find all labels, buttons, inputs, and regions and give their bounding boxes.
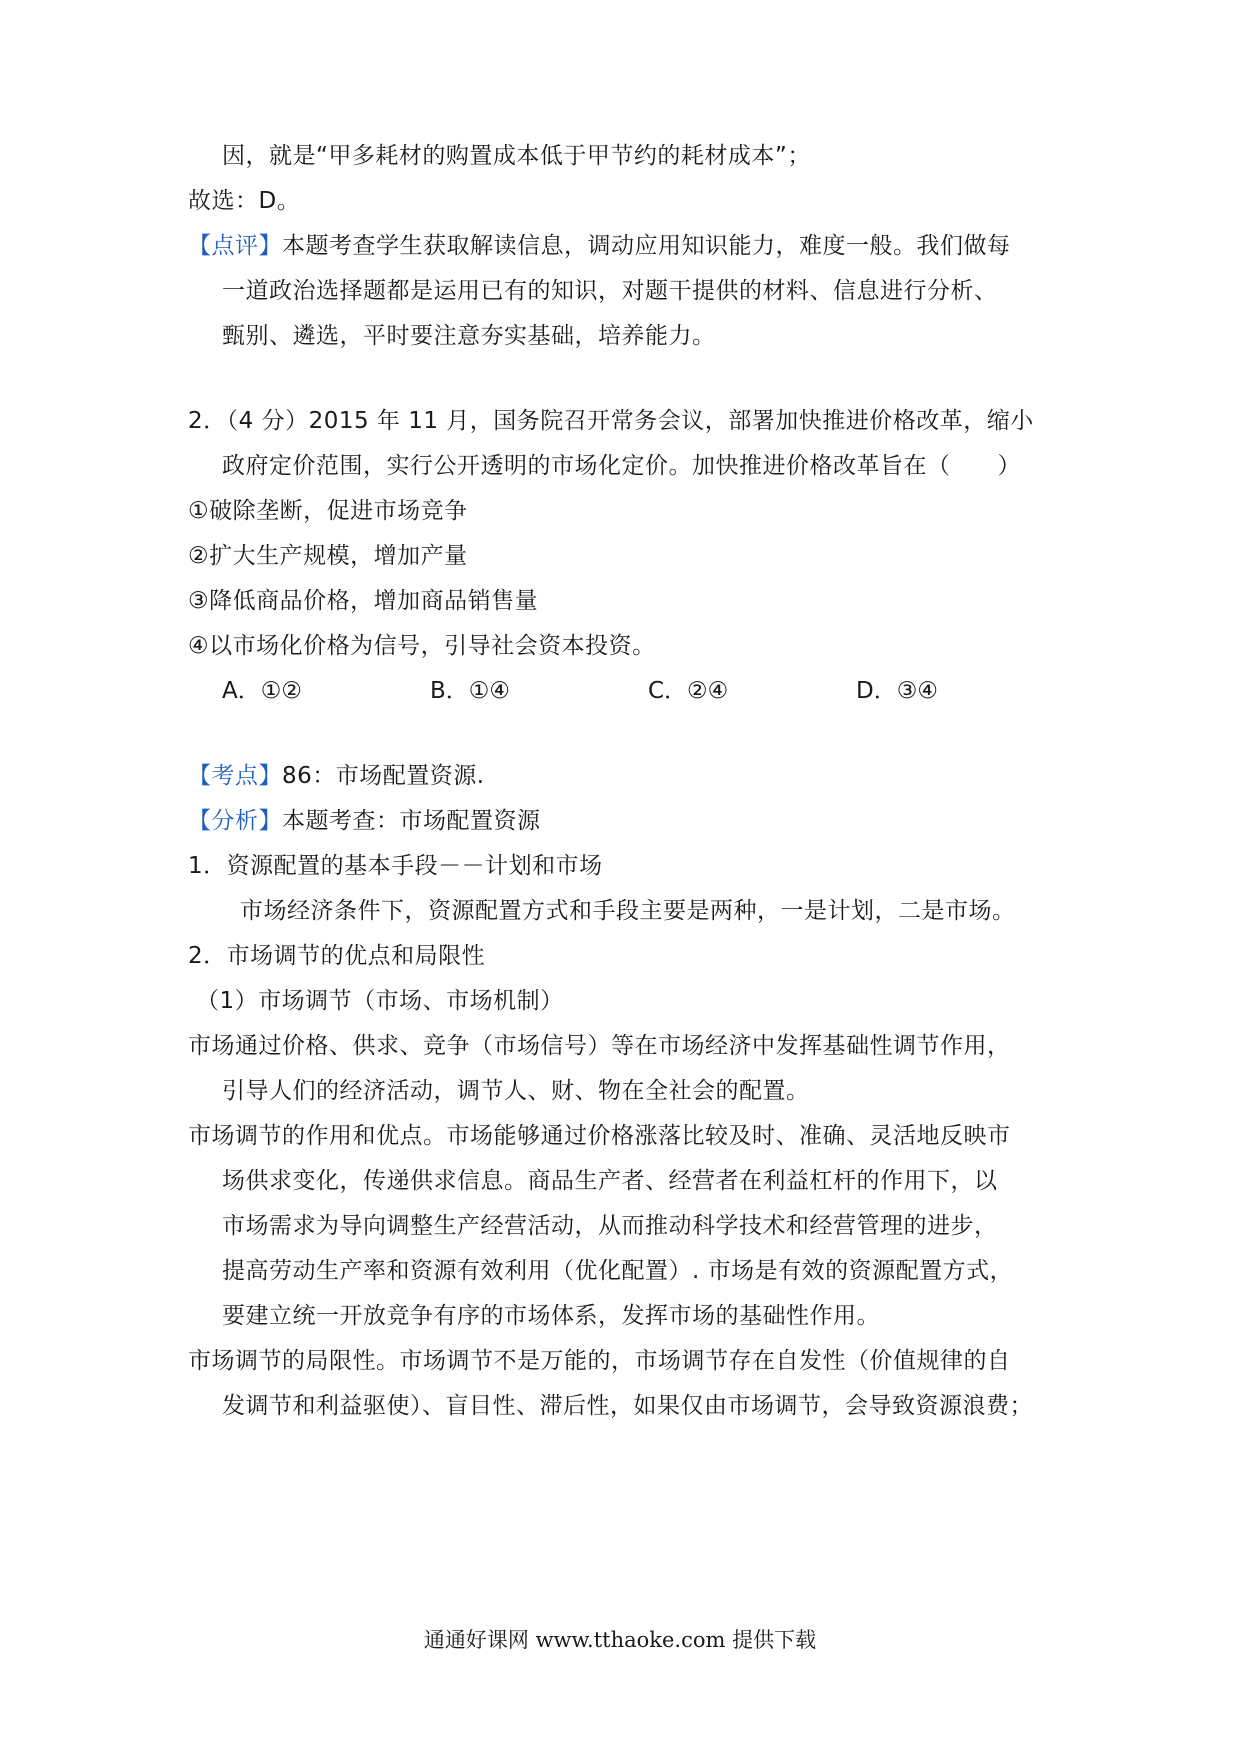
kaodian-line	[188, 761, 485, 791]
analysis-line: 市场通过价格、供求、竞争（市场信号）等在市场经济中发挥基础性调节作用，	[188, 1033, 1011, 1059]
review-line: 甄别、遴选，平时要注意夯实基础，培养能力。	[222, 323, 716, 349]
fenxi-tag: 【分析】	[188, 808, 282, 834]
fenxi-text: 本题考查：市场配置资源	[282, 808, 541, 834]
analysis-line: 1．资源配置的基本手段－－计划和市场	[188, 853, 603, 879]
review-text: 本题考查学生获取解读信息，调动应用知识能力，难度一般。我们做每	[282, 233, 1011, 259]
choice-b: B．①④	[430, 678, 511, 704]
kaodian-tag: 【考点】	[188, 763, 282, 789]
analysis-line: 场供求变化，传递供求信息。商品生产者、经营者在利益杠杆的作用下，以	[222, 1168, 998, 1194]
question-stem: 2．（4 分）2015 年 11 月，国务院召开常务会议，部署加快推进价格改革，缩小	[188, 408, 1034, 434]
question-stem: 政府定价范围，实行公开透明的市场化定价。加快推进价格改革旨在（ ）	[222, 453, 1021, 479]
choice-c: C．②④	[648, 678, 729, 704]
page-footer: 通通好课网 www.tthaoke.com 提供下载	[423, 1628, 817, 1652]
prev-answer-line: 因，就是“甲多耗材的购置成本低于甲节约的耗材成本”；	[222, 143, 811, 169]
statement-item: ④以市场化价格为信号，引导社会资本投资。	[188, 633, 656, 659]
analysis-line: （1）市场调节（市场、市场机制）	[196, 988, 564, 1014]
review-line: 一道政治选择题都是运用已有的知识，对题干提供的材料、信息进行分析、	[222, 278, 998, 304]
choice-a: A．①②	[222, 678, 302, 704]
analysis-line: 发调节和利益驱使）、盲目性、滞后性，如果仅由市场调节，会导致资源浪费；	[222, 1393, 1033, 1419]
analysis-line: 2．市场调节的优点和局限性	[188, 943, 486, 969]
review-tag: 【点评】	[188, 233, 282, 259]
choice-d: D．③④	[856, 678, 938, 704]
review-line	[188, 231, 1011, 261]
statement-item: ①破除垄断，促进市场竞争	[188, 498, 468, 524]
statement-item: ③降低商品价格，增加商品销售量	[188, 588, 539, 614]
analysis-line: 引导人们的经济活动，调节人、财、物在全社会的配置。	[222, 1078, 810, 1104]
analysis-line: 市场需求为导向调整生产经营活动，从而推动科学技术和经营管理的进步，	[222, 1213, 998, 1239]
fenxi-line	[188, 806, 541, 836]
analysis-line: 市场经济条件下，资源配置方式和手段主要是两种，一是计划，二是市场。	[240, 898, 1016, 924]
prev-answer-conclusion: 故选：D。	[188, 188, 301, 214]
analysis-line: 要建立统一开放竞争有序的市场体系，发挥市场的基础性作用。	[222, 1303, 880, 1329]
analysis-line: 提高劳动生产率和资源有效利用（优化配置）. 市场是有效的资源配置方式，	[222, 1258, 1014, 1284]
statement-item: ②扩大生产规模，增加产量	[188, 543, 468, 569]
analysis-line: 市场调节的局限性。市场调节不是万能的，市场调节存在自发性（价值规律的自	[188, 1348, 1011, 1374]
analysis-line: 市场调节的作用和优点。市场能够通过价格涨落比较及时、准确、灵活地反映市	[188, 1123, 1011, 1149]
kaodian-text: 86：市场配置资源.	[282, 763, 485, 789]
